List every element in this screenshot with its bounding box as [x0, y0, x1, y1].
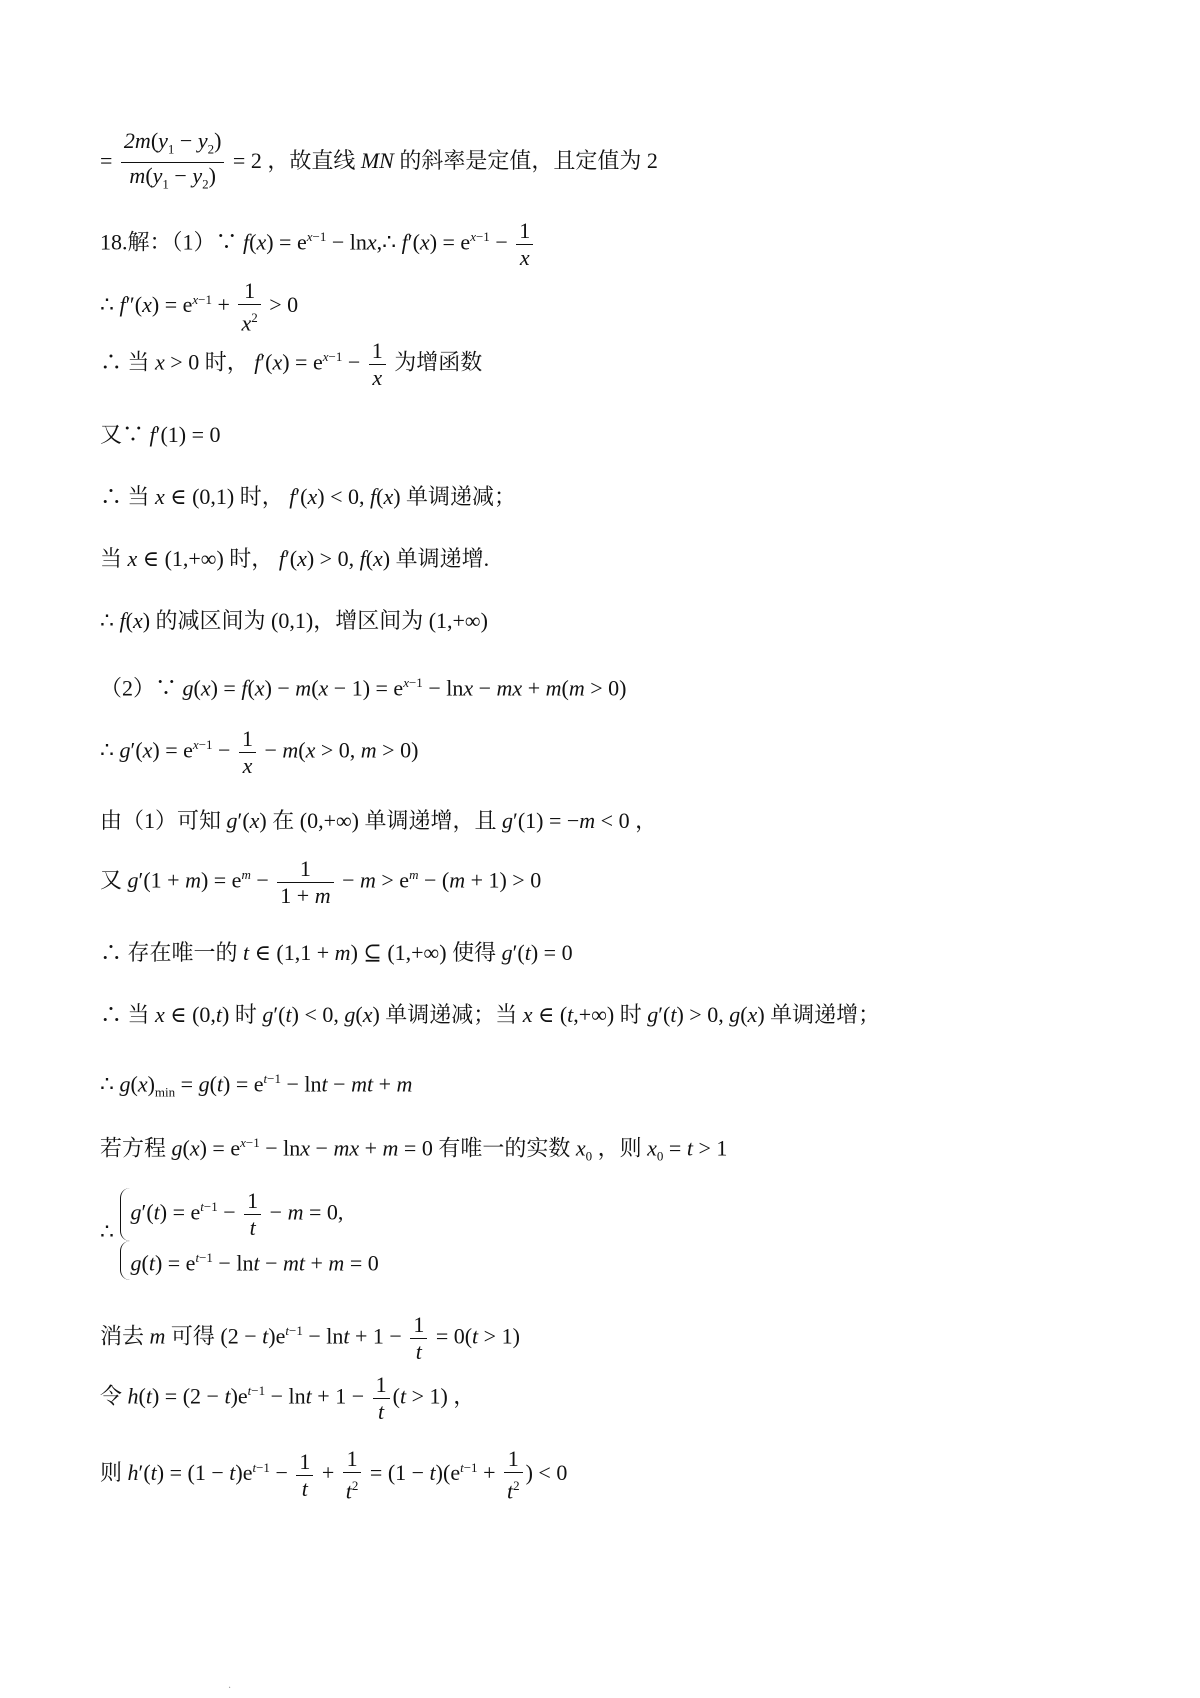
solution-line-16: 若方程 $g(x) = e^{x-1} - \ln x$ − mx + m = 0 有唯一的实数 $x_0$ ，则 $x_0 = t > 1$ [100, 1135, 728, 1164]
solution-line-2: 18.解：（1）∵ $f(x) = e^{x-1}$ − lnx,∴ $f'(x) = e^{x-1}$ − $\frac{1}{x}$ [100, 218, 536, 271]
solution-line-11: 由（1）可知 g′(x) 在 (0,+∞) 单调递增，且 g′(1) = −m < 0 ， [100, 808, 658, 833]
solution-line-14: ∴ 当 x ∈ (0,t) 时 g′(t) < 0, g(x) 单调递减；当 x ∈ (t,+∞) 时 g′(t) > 0, g(x) 单调递增； [100, 1002, 881, 1027]
solution-line-18: 消去 m 可得 $(2 - t)e^{t-1} - \ln t + 1$ − $\frac{1}{t}$ = 0(t > 1) [100, 1312, 520, 1364]
solution-line-17-system: ∴ $g'(t) = e^{t-1}$ − $\frac{1}{t}$ − m = 0, $g(t) = e^{t-1} - \ln t$ − mt + m = 0 [100, 1188, 379, 1280]
solution-line-9: （2）∵ $g(x) = f(x) - m(x - 1) = e^{x-1} - \ln x$ − mx + m(m > 0) [100, 675, 627, 701]
solution-line-5: 又∵ f′(1) = 0 [100, 422, 221, 447]
solution-line-19: 令 $h(t) = (2 - t)e^{t-1} - \ln t + 1$ − $\frac{1}{t}$ (t > 1) ， [100, 1372, 476, 1424]
solution-line-3: ∴ $f''(x) = e^{x-1}$ + $\frac{1}{x^2}$ > 0 [100, 278, 299, 336]
solution-line-4: ∴ 当 x > 0 时， $f'(x) = e^{x-1}$ − $\frac{1}{x}$ 为增函数 [100, 338, 483, 390]
solution-line-6: ∴ 当 x ∈ (0,1) 时， f′(x) < 0, f(x) 单调递减； [100, 484, 517, 509]
solution-line-10: ∴ $g'(x) = e^{x-1}$ − $\frac{1}{x}$ − m(x > 0, m > 0) [100, 726, 419, 778]
solution-line-12: 又 $g'(1 + m) = e^m$ − $\frac{1}{1 + m}$ − $m > e^m - (m + 1) > 0$ [100, 856, 542, 908]
footer-mark: . [228, 1680, 232, 1691]
solution-line-1: = $\frac{2m(y_1 - y_2)}{m(y_1 - y_2)}$ = 2 ，故直线 MN 的斜率是定值，且定值为 2 [100, 128, 658, 198]
solution-line-7: 当 x ∈ (1,+∞) 时， f′(x) > 0, f(x) 单调递增. [100, 546, 490, 571]
solution-line-13: ∴ 存在唯一的 t ∈ (1,1 + m) ⊆ (1,+∞) 使得 g′(t) = 0 [100, 940, 573, 965]
solution-line-20: 则 $h'(t) = (1 - t)e^{t-1}$ − $\frac{1}{t}$ + $\frac{1}{t^2}$ = $(1 - t)(e^{t-1}$ + $\frac{1}{t^2}$ ) < 0 [100, 1446, 568, 1504]
equation-system-brace [120, 1188, 379, 1280]
system-equation-2: $g(t) = e^{t-1} - \ln t$ − mt + m = 0 [120, 1241, 379, 1280]
solution-line-15: ∴ $g(x)_{min} = g(t) = e^{t-1} - \ln t$ − mt + m [100, 1071, 413, 1100]
system-equation-1: $g'(t) = e^{t-1}$ − $\frac{1}{t}$ − m = 0, [120, 1188, 379, 1241]
solution-line-8: ∴ f(x) 的减区间为 (0,1)，增区间为 (1,+∞) [100, 608, 488, 633]
